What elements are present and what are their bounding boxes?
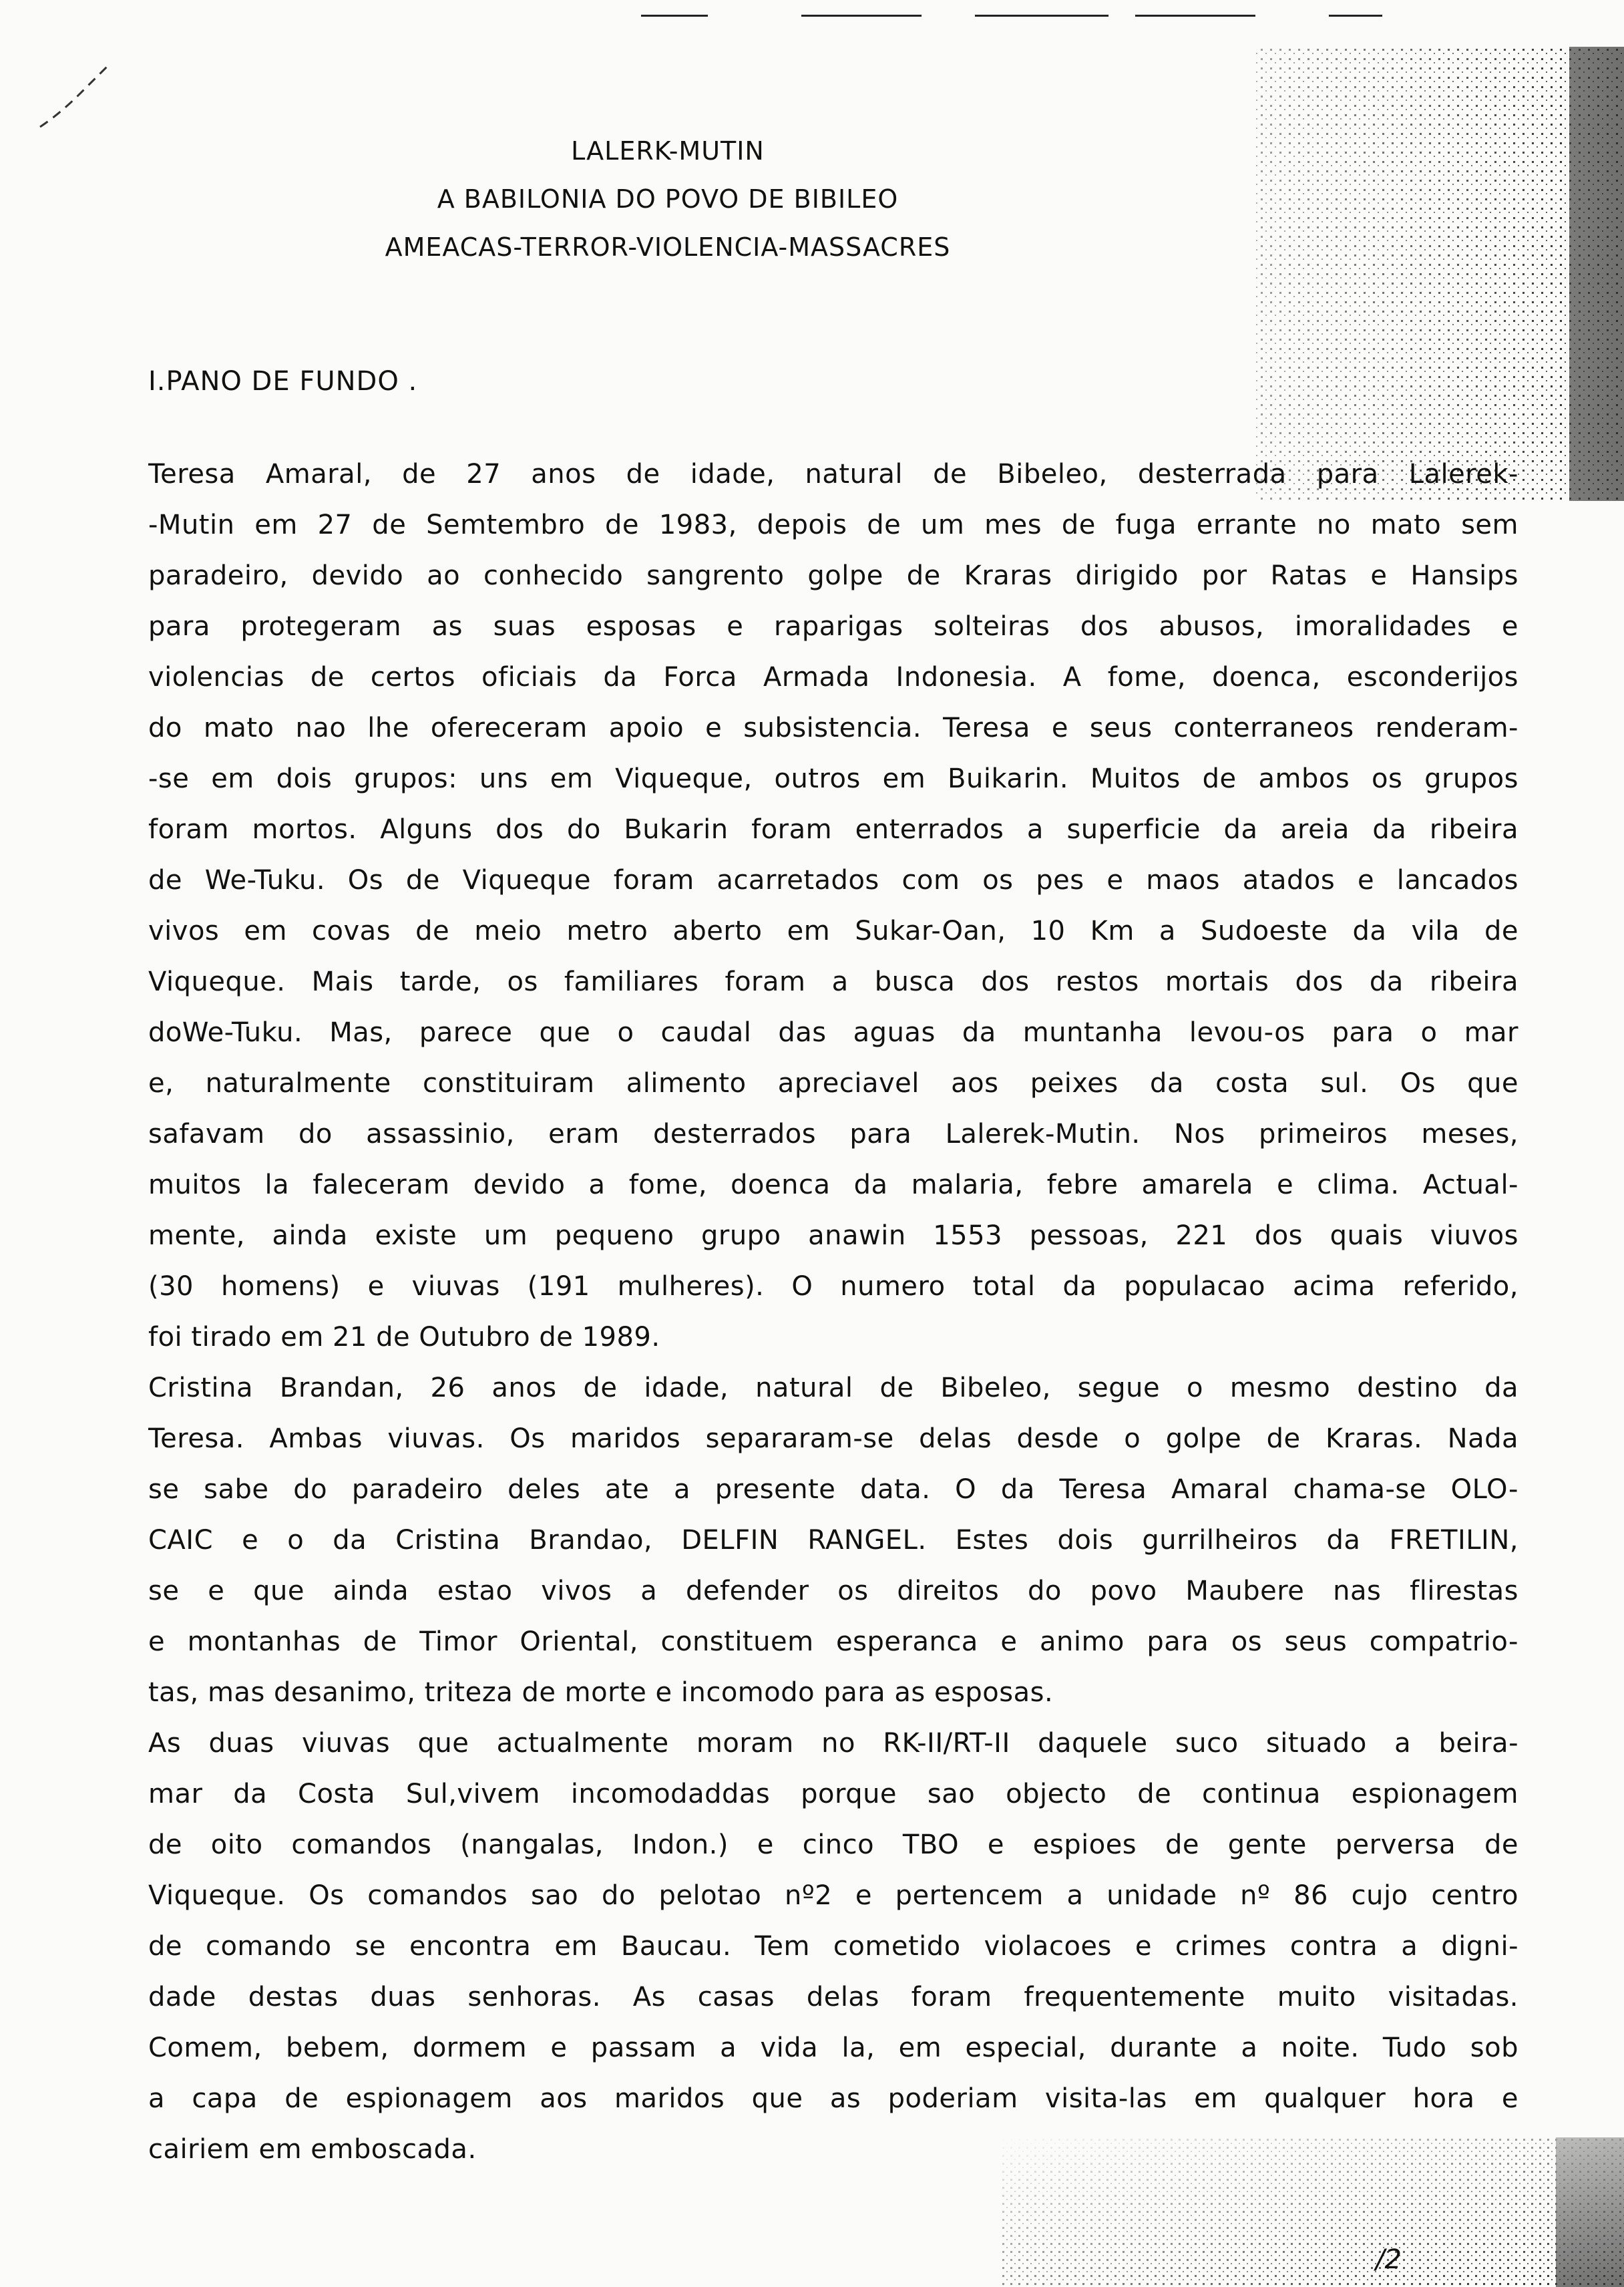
body-line: a capa de espionagem aos maridos que as poderiam visita-las em qualquer hora e	[148, 2083, 1518, 2114]
body-line: (30 homens) e viuvas (191 mulheres). O numero total da populacao acima referido,	[148, 1271, 1518, 1302]
header-dash	[1135, 15, 1255, 17]
body-line: se sabe do paradeiro deles ate a presente data. O da Teresa Amaral chama-se OLO-	[148, 1474, 1518, 1505]
title-line-1: LALERK-MUTIN	[571, 136, 765, 166]
body-line: Cristina Brandan, 26 anos de idade, natural de Bibeleo, segue o mesmo destino da	[148, 1373, 1518, 1403]
body-line: e montanhas de Timor Oriental, constituem esperanca e animo para os seus compatrio-	[148, 1626, 1518, 1657]
body-line: do mato nao lhe ofereceram apoio e subsistencia. Teresa e seus conterraneos renderam-	[148, 713, 1518, 743]
body-line: mente, ainda existe um pequeno grupo anawin 1553 pessoas, 221 dos quais viuvos	[148, 1220, 1518, 1251]
scan-noise-top-right	[988, 47, 1624, 501]
body-line: dade destas duas senhoras. As casas delas foram frequentemente muito visitadas.	[148, 1982, 1518, 2012]
body-line: safavam do assassinio, eram desterrados para Lalerek-Mutin. Nos primeiros meses,	[148, 1119, 1518, 1150]
body-text	[148, 449, 1518, 2175]
body-line: para protegeram as suas esposas e raparigas solteiras dos abusos, imoralidades e	[148, 611, 1518, 642]
header-dash	[801, 15, 922, 17]
header-dash	[975, 15, 1108, 17]
title-line-2: A BABILONIA DO POVO DE BIBILEO	[437, 184, 899, 214]
body-line: mar da Costa Sul,vivem incomodaddas porque sao objecto de continua espionagem	[148, 1779, 1518, 1809]
section-heading: I.PANO DE FUNDO .	[148, 366, 418, 397]
body-line: muitos la faleceram devido a fome, doenca da malaria, febre amarela e clima. Actual-	[148, 1170, 1518, 1200]
body-line: As duas viuvas que actualmente moram no RK-II/RT-II daquele suco situado a beira-	[148, 1728, 1518, 1759]
body-line: paradeiro, devido ao conhecido sangrento golpe de Kraras dirigido por Ratas e Hansips	[148, 560, 1518, 591]
body-line: Viqueque. Os comandos sao do pelotao nº2 e pertencem a unidade nº 86 cujo centro	[148, 1880, 1518, 1911]
header-dash	[641, 15, 708, 17]
body-line: doWe-Tuku. Mas, parece que o caudal das aguas da muntanha levou-os para o mar	[148, 1017, 1518, 1048]
body-line: tas, mas desanimo, triteza de morte e incomodo para as esposas.	[148, 1677, 1054, 1708]
body-line: violencias de certos oficiais da Forca Armada Indonesia. A fome, doenca, esconderijos	[148, 662, 1518, 693]
body-line: cairiem em emboscada.	[148, 2134, 477, 2165]
body-line: de oito comandos (nangalas, Indon.) e cinco TBO e espioes de gente perversa de	[148, 1829, 1518, 1860]
body-line: Teresa Amaral, de 27 anos de idade, natural de Bibeleo, desterrada para Lalerek-	[148, 459, 1518, 490]
body-line: -Mutin em 27 de Semtembro de 1983, depois de um mes de fuga errante no mato sem	[148, 510, 1518, 540]
body-line: de comando se encontra em Baucau. Tem cometido violacoes e crimes contra a digni-	[148, 1931, 1518, 1962]
body-line: Teresa. Ambas viuvas. Os maridos separaram-se delas desde o golpe de Kraras. Nada	[148, 1423, 1518, 1454]
body-line: e, naturalmente constituiram alimento apreciavel aos peixes da costa sul. Os que	[148, 1068, 1518, 1099]
header-dash	[1329, 15, 1382, 17]
body-line: vivos em covas de meio metro aberto em Sukar-Oan, 10 Km a Sudoeste da vila de	[148, 916, 1518, 946]
body-line: -se em dois grupos: uns em Viqueque, outros em Buikarin. Muitos de ambos os grupos	[148, 763, 1518, 794]
body-line: foi tirado em 21 de Outubro de 1989.	[148, 1322, 660, 1353]
body-line: de We-Tuku. Os de Viqueque foram acarretados com os pes e maos atados e lancados	[148, 865, 1518, 896]
title-line-3: AMEACAS-TERROR-VIOLENCIA-MASSACRES	[385, 232, 951, 262]
body-line: se e que ainda estao vivos a defender os direitos do povo Maubere nas flirestas	[148, 1576, 1518, 1606]
body-line: CAIC e o da Cristina Brandao, DELFIN RANGEL. Estes dois gurrilheiros da FRETILIN,	[148, 1525, 1518, 1556]
body-line: foram mortos. Alguns dos do Bukarin foram enterrados a superficie da areia da ribeira	[148, 814, 1518, 845]
page-number: /2	[1376, 2244, 1402, 2275]
body-line: Comem, bebem, dormem e passam a vida la, em especial, durante a noite. Tudo sob	[148, 2033, 1518, 2063]
document-title	[0, 127, 1336, 271]
body-line: Viqueque. Mais tarde, os familiares foram a busca dos restos mortais dos da ribeira	[148, 966, 1518, 997]
